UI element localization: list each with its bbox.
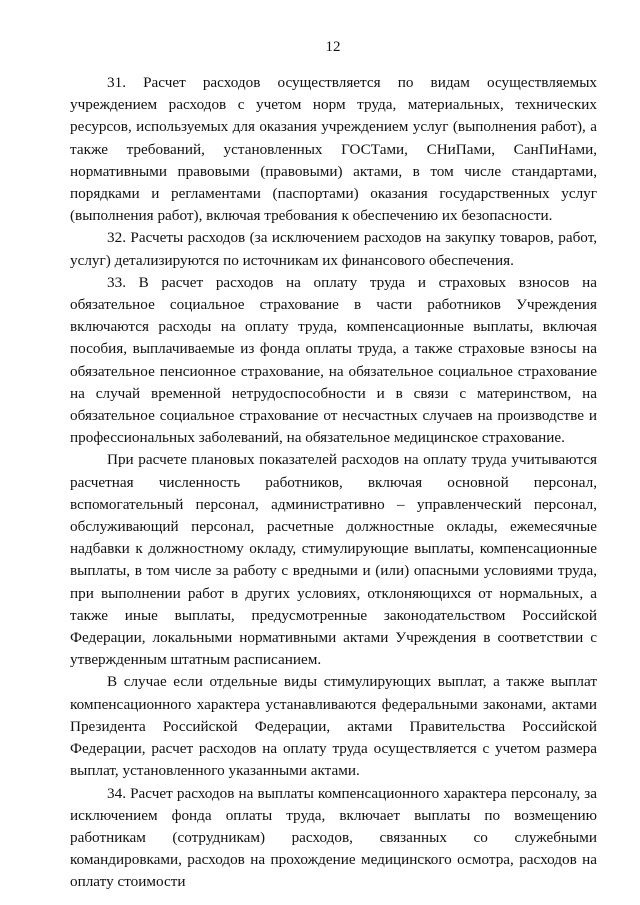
paragraph-31: 31. Расчет расходов осуществляется по видам осуществляемых учреждением расходов с учетом норм труда, материальных, технических ресурсов, используемых для оказания учреждением услуг (выполнения работ), а также требований, установленных ГОСТами, СНиПами, СанПиНами, нормативными правовыми (правовыми) актами, в том числе стандартами, порядками и регламентами (паспортами) оказания государственных услуг (выполнения работ), включая требования к обеспечению их безопасности. bbox=[70, 74, 597, 225]
paragraph-33-planned-indicators: При расчете плановых показателей расходов на оплату труда учитываются расчетная численность работников, включая основной персонал, вспомогательный персонал, административно – управленческий персонал, обслуживающий персонал, расчетные должностные оклады, ежемесячные надбавки к должностному окладу, стимулирующие выплаты, компенсационные выплаты, в том числе за работу с вредными и (или) опасными условиями труда, при выполнении работ в других условиях, отклоняющихся от нормальных, а также иные выплаты, предусмотренные законодательством Российской Федерации, локальными нормативными актами Учреждения в соответствии с утвержденным штатным расписанием. bbox=[70, 451, 597, 669]
page-number: 12 bbox=[325, 39, 341, 55]
document-body bbox=[70, 72, 597, 894]
paragraph-34: 34. Расчет расходов на выплаты компенсационного характера персоналу, за исключением фонда оплаты труда, включает выплаты по возмещению работникам (сотрудникам) расходов, связанных со служебными командировками, расходов на прохождение медицинского осмотра, расходов на оплату стоимости bbox=[70, 784, 597, 891]
paragraph-33: 33. В расчет расходов на оплату труда и страховых взносов на обязательное социальное страхование в части работников Учреждения включаются расходы на оплату труда, компенсационные выплаты, включая пособия, выплачиваемые из фонда оплаты труда, а также страховые взносы на обязательное пенсионное страхование, на обязательное социальное страхование на случай временной нетрудоспособности и в связи с материнством, на обязательное социальное страхование от несчастных случаев на производстве и профессиональных заболеваний, на обязательное медицинское страхование. bbox=[70, 273, 597, 447]
paragraph-32: 32. Расчеты расходов (за исключением расходов на закупку товаров, работ, услуг) детализируются по источникам их финансового обеспечения. bbox=[70, 229, 597, 269]
paragraph-33-federal-acts: В случае если отдельные виды стимулирующих выплат, а также выплат компенсационного характера устанавливаются федеральными законами, актами Президента Российской Федерации, актами Правительства Российской Федерации, расчет расходов на оплату труда осуществляется с учетом размера выплат, установленного указанными актами. bbox=[70, 673, 597, 780]
